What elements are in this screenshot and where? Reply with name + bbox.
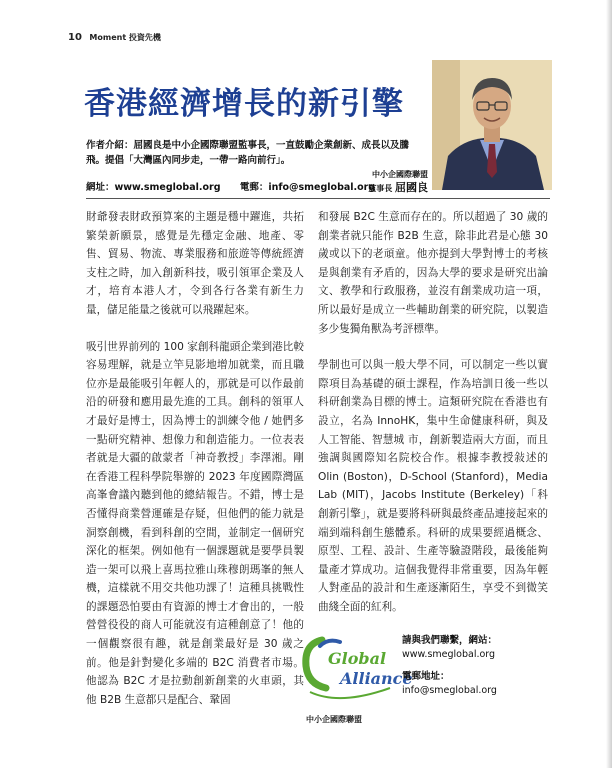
logo-text-alliance: Alliance	[340, 669, 413, 688]
email-text: 電郵：info@smeglobal.org	[239, 182, 376, 193]
author-portrait-illustration	[432, 60, 552, 190]
paragraph: 吸引世界前列的 100 家創科龍頭企業到港比較容易理解，就是立竿見影地增加就業，而且職位亦是最能吸引年輕人的，那就是可以作最前沿的研發和應用最先進的工具。創科的領軍人才最好是博士，因為博士的訓練令他 / 她們多一點研究精神、想像力和創造能力。一位表表者就是大疆的啟蒙者「神奇教授」李澤湘。剛在香港工程科學院舉辦的 2023 年度國際灣區高峯會議內聽到他的總結報告。不錯，博士是否懂得商業營運確是存疑，但他們的能力就是洞察創機，看到科創的空間，並制定一個研究深化的框架。例如他有一個課題就是要學員製造一架可以飛上喜馬拉雅山珠穆朗瑪峯的無人機，這樣就不用交共他功課了！這種具挑戰性的課題恐怕要由有資源的博士才會出的，一般營營役役的商人可能就沒有這種創意了！他的一個觀察很有趣，就是創業最好是 30 歲之前。他是針對變化多端的 B2C 消費者市場。他認為 B2C 才是拉動創新創業的火車頭，其他 B2B 生意都只是配合、鞏固	[86, 340, 304, 706]
page-number: 10	[68, 32, 82, 43]
author-contact	[86, 179, 391, 193]
column-left	[86, 208, 304, 709]
logo-mark-icon	[300, 632, 413, 714]
author-bio: 作者介紹：屈國良是中小企國際聯盟監事長，一直鼓勵企業創新、成長以及騰飛。提倡「大灣區內同步走，一帶一路向前行」。	[86, 140, 410, 166]
page-header	[68, 32, 161, 43]
global-alliance-logo	[300, 632, 413, 714]
paragraph: 和發展 B2C 生意而存在的。所以超過了 30 歲的創業者就只能作 B2B 生意，除非此君是心態 30 歲或以下的老頑童。他亦提到大學對博士的考核是與創業有矛盾的，因為大學的要求是研究出論文、教學和行政服務，並沒有創業成功這一項，所以最好是成立一些輔助創業的研究院，以製造多少隻獨角獸為考評標準。	[318, 211, 548, 335]
contact-label: 請與我們聯繫，網站：	[402, 635, 498, 646]
email-link[interactable]: info@smeglobal.org	[402, 685, 497, 696]
email-label: 電郵地址：	[402, 671, 450, 682]
signature-role: 監事長	[368, 184, 393, 193]
signature-name: 屈國良	[395, 181, 428, 194]
website-text: 網址：www.smeglobal.org	[86, 182, 221, 193]
logo-caption: 中小企國際聯盟	[306, 715, 362, 724]
page-edge-shadow	[606, 0, 612, 768]
logo-text-global: Global	[328, 649, 387, 668]
author-signature	[360, 168, 428, 195]
contact-info-box	[402, 634, 550, 706]
section-name: Moment 投資先機	[89, 33, 161, 42]
signature-org: 中小企國際聯盟	[372, 170, 428, 179]
website-link[interactable]: www.smeglobal.org	[402, 649, 496, 660]
author-photo	[432, 60, 552, 190]
paragraph: 學制也可以與一般大學不同，可以制定一些以實際項目為基礎的碩士課程，作為培訓日後一些以科研創業為目標的博士。這類研究院在香港也有設立，名為 InnoHK，集中生命健康科研，與及人工智能、智慧城 市，創新製造兩大方面，而且強調與國際知名院校合作。根據李教授敍述的 Olin (Boston)，D-School (Stanford)，Media Lab (MIT)，Jacobs Institute (Berkeley)「科創新引擎」，就是要將科研與最終產品連接起來的端到端科創生態體系。科研的成果要經過概念、原型、工程、設計、生產等驗證階段，最後能夠量產才算成功。這個我覺得非常重要，因為年輕人對產品的設計和生產逐漸陌生，享受不到微笑曲綫全面的紅利。	[318, 359, 548, 613]
column-right	[318, 208, 548, 616]
article-title: 香港經濟增長的新引擎	[84, 86, 404, 122]
divider	[86, 198, 550, 199]
paragraph: 財爺發表財政預算案的主題是穩中躍進，共拓繁榮新願景，感覺是先穩定金融、地產、零售、貿易、物流、專業服務和旅遊等傳統經濟支柱之時，加入創新科技，吸引領軍企業及人才，培育本港人才，令到各行各業有新生力量，儲足能量之後就可以飛躍起來。	[86, 211, 304, 316]
